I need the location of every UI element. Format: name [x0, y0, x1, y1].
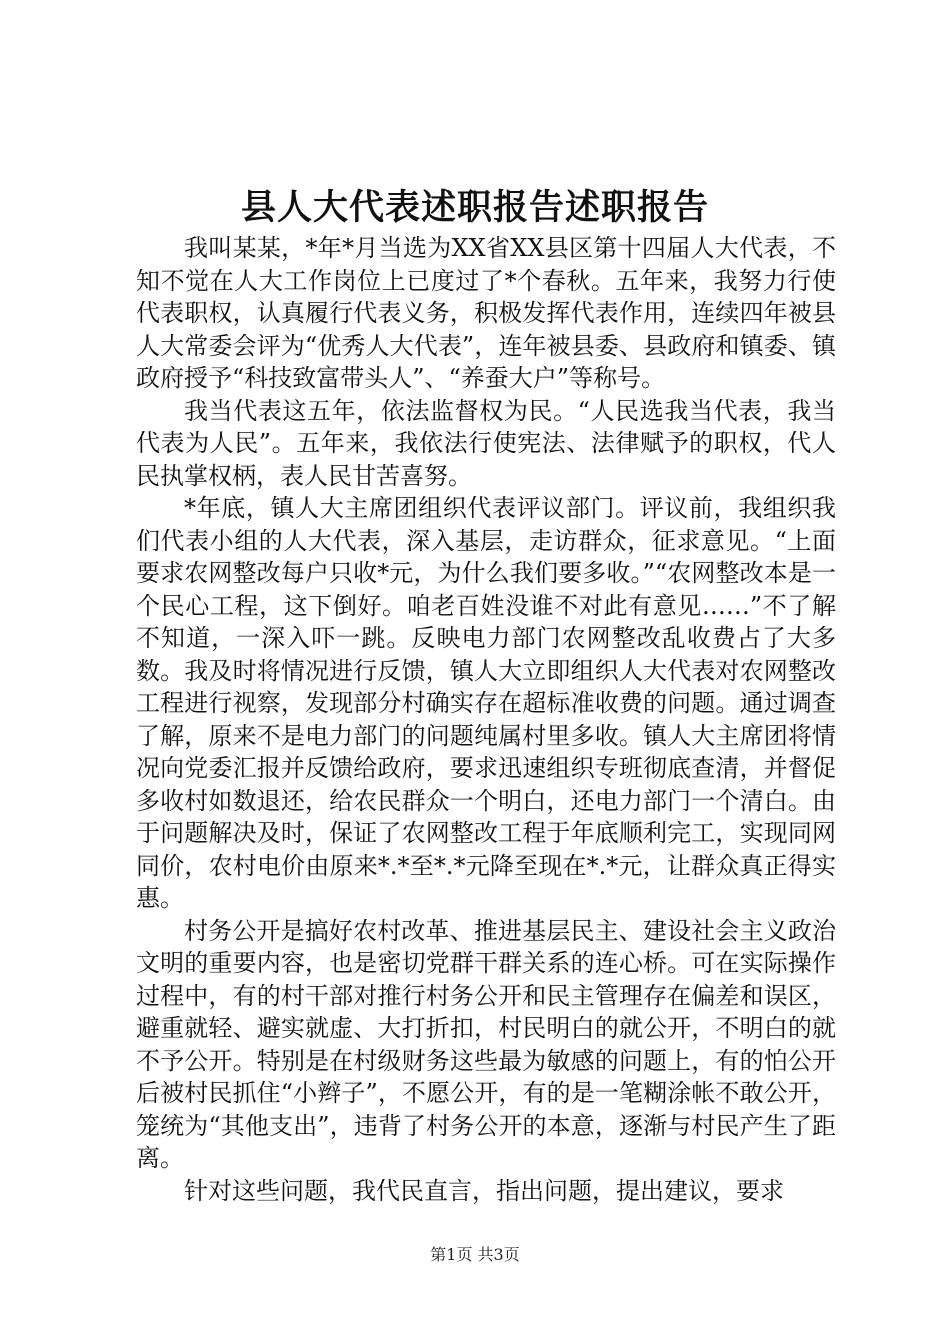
paragraph-3: *年底，镇人大主席团组织代表评议部门。评议前，我组织我们代表小组的人大代表，深入基层，走访群众，征求意见。“上面要求农网整改每户只收*元，为什么我们要多收。”“农网整改本是一个民心工程，这下倒好。咱老百姓没谁不对此有意见……”不了解不知道，一深入吓一跳。反映电力部门农网整改乱收费占了大多数。我及时将情况进行反馈，镇人大立即组织人大代表对农网整改工程进行视察，发现部分村确实存在超标准收费的问题。通过调查了解，原来不是电力部门的问题纯属村里多收。镇人大主席团将情况向党委汇报并反馈给政府，要求迅速组织专班彻底查清，并督促多收村如数退还，给农民群众一个明白，还电力部门一个清白。由于问题解决及时，保证了农网整改工程于年底顺利完工，实现同网同价，农村电价由原来*.*至*.*元降至现在*.*元，让群众真正得实惠。 [136, 494, 836, 912]
paragraph-4: 村务公开是搞好农村改革、推进基层民主、建设社会主义政治文明的重要内容，也是密切党群干群关系的连心桥。可在实际操作过程中，有的村干部对推行村务公开和民主管理存在偏差和误区，避重就轻、避实就虚、大打折扣，村民明白的就公开，不明白的就不予公开。特别是在村级财务这些最为敏感的问题上，有的怕公开后被村民抓住“小辫子”，不愿公开，有的是一笔糊涂帐不敢公开，笼统为“其他支出”，违背了村务公开的本意，逐渐与村民产生了距离。 [136, 916, 836, 1172]
page-number-footer: 第1页 共3页 [430, 1245, 520, 1264]
document-body [136, 232, 836, 1207]
paragraph-2: 我当代表这五年，依法监督权为民。“人民选我当代表，我当代表为人民”。五年来，我依法行使宪法、法律赋予的职权，代人民执掌权柄，表人民甘苦喜努。 [136, 396, 836, 490]
paragraph-1: 我叫某某，*年*月当选为XX省XX县区第十四届人大代表，不知不觉在人大工作岗位上已度过了*个春秋。五年来，我努力行使代表职权，认真履行代表义务，积极发挥代表作用，连续四年被县人大常委会评为“优秀人大代表”，连年被县委、县政府和镇委、镇政府授予“科技致富带头人”、“养蚕大户”等称号。 [136, 234, 836, 392]
document-title: 县人大代表述职报告述职报告 [240, 187, 709, 228]
paragraph-5: 针对这些问题，我代民直言，指出问题，提出建议，要求 [184, 1176, 784, 1205]
